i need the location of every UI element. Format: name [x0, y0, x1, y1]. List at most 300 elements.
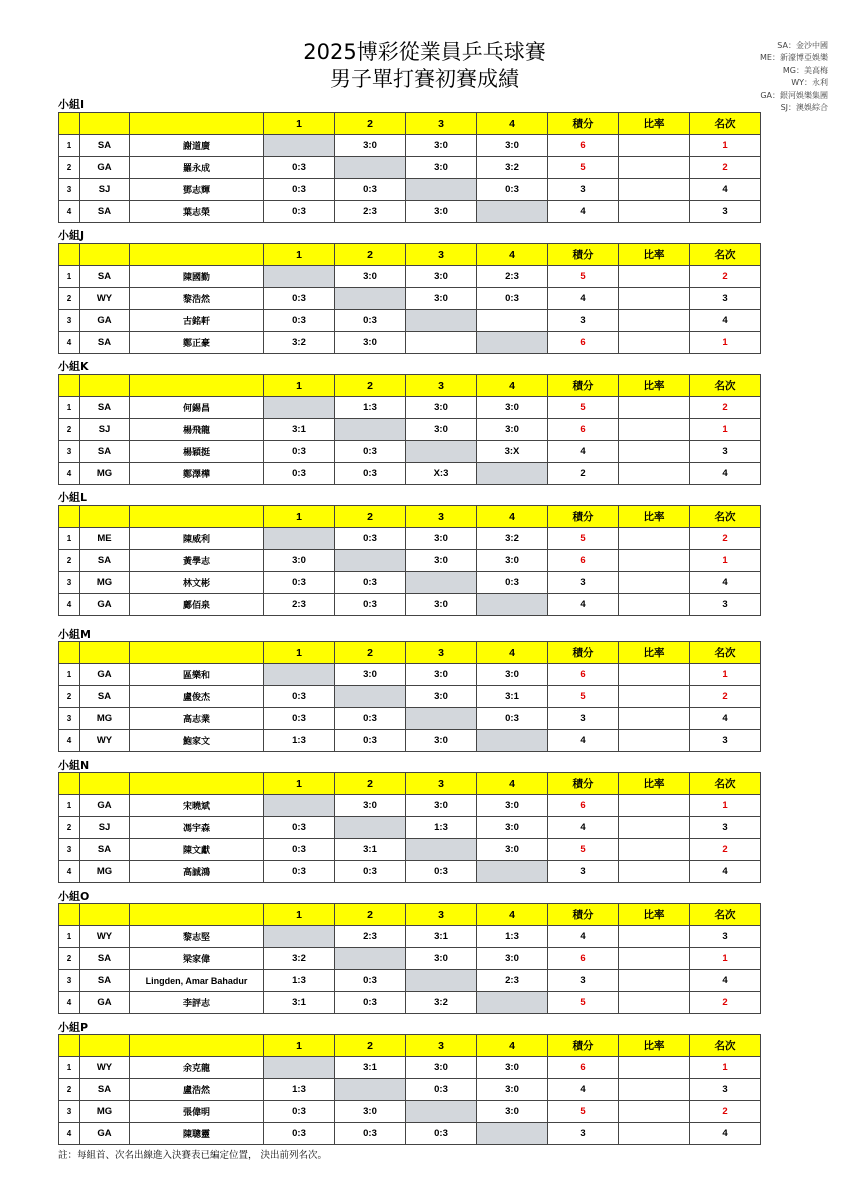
rank: 3	[690, 594, 761, 616]
ratio	[619, 1079, 690, 1101]
player-name: 李評志	[130, 992, 264, 1014]
rank: 3	[690, 1079, 761, 1101]
match-result: 3:0	[406, 419, 477, 441]
seed-number: 3	[59, 839, 80, 861]
points: 3	[548, 970, 619, 992]
header-blank-cell	[130, 113, 264, 135]
self-match-cell	[264, 795, 335, 817]
points: 4	[548, 441, 619, 463]
match-result: 3:0	[477, 664, 548, 686]
seed-number: 2	[59, 817, 80, 839]
header-cell: 比率	[619, 773, 690, 795]
seed-number: 2	[59, 948, 80, 970]
player-name: 宋曉斌	[130, 795, 264, 817]
self-match-cell	[335, 817, 406, 839]
match-result: 0:3	[406, 1079, 477, 1101]
self-match-cell	[406, 179, 477, 201]
match-result: 3:0	[264, 550, 335, 572]
points: 4	[548, 1079, 619, 1101]
player-name: 鮑家文	[130, 730, 264, 752]
header-blank-cell	[80, 1035, 130, 1057]
header-cell: 1	[264, 773, 335, 795]
ratio	[619, 201, 690, 223]
self-match-cell	[264, 528, 335, 550]
header-cell: 2	[335, 113, 406, 135]
seed-number: 2	[59, 686, 80, 708]
header-cell: 比率	[619, 244, 690, 266]
self-match-cell	[477, 992, 548, 1014]
points: 6	[548, 550, 619, 572]
header-cell: 名次	[690, 375, 761, 397]
header-cell: 積分	[548, 506, 619, 528]
team-code: MG	[80, 572, 130, 594]
team-code: SA	[80, 135, 130, 157]
player-name: 梁家偉	[130, 948, 264, 970]
points: 6	[548, 332, 619, 354]
match-result: 0:3	[477, 708, 548, 730]
match-result: 3:0	[477, 397, 548, 419]
legend-item: MG：美高梅	[782, 65, 828, 75]
header-row	[59, 244, 761, 266]
team-code: SA	[80, 839, 130, 861]
header-cell: 積分	[548, 642, 619, 664]
self-match-cell	[477, 730, 548, 752]
player-row	[59, 861, 761, 883]
rank: 4	[690, 179, 761, 201]
group-table	[58, 1034, 761, 1145]
ratio	[619, 157, 690, 179]
match-result: 3:2	[264, 948, 335, 970]
match-result: 2:3	[264, 594, 335, 616]
header-cell: 4	[477, 773, 548, 795]
legend-item: WY：永利	[791, 78, 828, 88]
seed-number: 1	[59, 795, 80, 817]
team-code: GA	[80, 795, 130, 817]
match-result: 0:3	[335, 310, 406, 332]
match-result: 0:3	[477, 179, 548, 201]
player-name: 陳國勤	[130, 266, 264, 288]
player-row	[59, 332, 761, 354]
seed-number: 4	[59, 861, 80, 883]
match-result: 0:3	[335, 463, 406, 485]
match-result: 0:3	[264, 157, 335, 179]
team-code: GA	[80, 157, 130, 179]
player-name: 張偉明	[130, 1101, 264, 1123]
ratio	[619, 926, 690, 948]
seed-number: 3	[59, 441, 80, 463]
header-blank-cell	[80, 113, 130, 135]
points: 3	[548, 861, 619, 883]
match-result: 0:3	[264, 572, 335, 594]
ratio	[619, 686, 690, 708]
self-match-cell	[264, 926, 335, 948]
rank: 3	[690, 441, 761, 463]
header-row	[59, 113, 761, 135]
match-result: 0:3	[335, 970, 406, 992]
ratio	[619, 664, 690, 686]
header-cell: 名次	[690, 904, 761, 926]
ratio	[619, 463, 690, 485]
legend-item: SJ：澳娛綜合	[780, 103, 828, 113]
player-row	[59, 419, 761, 441]
player-row	[59, 948, 761, 970]
player-row	[59, 310, 761, 332]
header-cell: 比率	[619, 904, 690, 926]
self-match-cell	[335, 288, 406, 310]
self-match-cell	[264, 135, 335, 157]
points: 4	[548, 730, 619, 752]
page-title: 2025博彩從業員乒乓球賽	[303, 40, 546, 64]
seed-number: 4	[59, 332, 80, 354]
self-match-cell	[335, 948, 406, 970]
ratio	[619, 441, 690, 463]
group-table	[58, 641, 761, 752]
player-name: 葉志榮	[130, 201, 264, 223]
header-cell: 4	[477, 506, 548, 528]
player-row	[59, 708, 761, 730]
rank: 4	[690, 970, 761, 992]
self-match-cell	[406, 1101, 477, 1123]
seed-number: 1	[59, 266, 80, 288]
header-cell: 比率	[619, 506, 690, 528]
points: 5	[548, 397, 619, 419]
header-cell: 比率	[619, 113, 690, 135]
ratio	[619, 135, 690, 157]
player-row	[59, 179, 761, 201]
group-label: 小組N	[58, 759, 90, 772]
match-result: 3:0	[335, 795, 406, 817]
header-cell: 名次	[690, 244, 761, 266]
header-cell: 2	[335, 642, 406, 664]
points: 5	[548, 839, 619, 861]
header-blank-cell	[80, 773, 130, 795]
player-row	[59, 1079, 761, 1101]
team-code: WY	[80, 288, 130, 310]
header-cell: 3	[406, 113, 477, 135]
group-label: 小組K	[58, 360, 89, 373]
match-result: 3:0	[406, 528, 477, 550]
player-name: 鄧志輝	[130, 179, 264, 201]
ratio	[619, 948, 690, 970]
team-code: GA	[80, 664, 130, 686]
match-result: 3:0	[406, 201, 477, 223]
header-cell: 積分	[548, 113, 619, 135]
team-code: SJ	[80, 419, 130, 441]
self-match-cell	[406, 970, 477, 992]
group-label: 小組M	[58, 628, 91, 641]
seed-number: 1	[59, 135, 80, 157]
header-blank-cell	[80, 375, 130, 397]
points: 2	[548, 463, 619, 485]
points: 5	[548, 686, 619, 708]
ratio	[619, 861, 690, 883]
match-result: 1:3	[264, 1079, 335, 1101]
header-cell: 3	[406, 904, 477, 926]
header-cell: 積分	[548, 244, 619, 266]
points: 5	[548, 266, 619, 288]
player-row	[59, 992, 761, 1014]
match-result: 3:0	[477, 1079, 548, 1101]
header-cell: 3	[406, 244, 477, 266]
header-cell: 1	[264, 506, 335, 528]
team-code: MG	[80, 1101, 130, 1123]
team-code: ME	[80, 528, 130, 550]
group-label: 小組J	[58, 229, 85, 242]
match-result: 3:0	[335, 664, 406, 686]
seed-number: 4	[59, 992, 80, 1014]
header-cell: 4	[477, 1035, 548, 1057]
match-result: 0:3	[264, 1123, 335, 1145]
header-cell: 4	[477, 244, 548, 266]
rank: 3	[690, 730, 761, 752]
header-cell: 3	[406, 642, 477, 664]
self-match-cell	[406, 839, 477, 861]
header-cell: 2	[335, 375, 406, 397]
match-result: 0:3	[335, 594, 406, 616]
seed-number: 3	[59, 179, 80, 201]
footnote: 註：每組首、次名出線進入決賽表已編定位置， 決出前列名次。	[58, 1150, 328, 1161]
points: 4	[548, 594, 619, 616]
match-result: 0:3	[335, 1123, 406, 1145]
match-result	[477, 310, 548, 332]
match-result: 0:3	[335, 572, 406, 594]
player-name: 陳聰靈	[130, 1123, 264, 1145]
rank: 4	[690, 310, 761, 332]
team-code: SA	[80, 332, 130, 354]
team-code: SA	[80, 441, 130, 463]
player-name: 高志業	[130, 708, 264, 730]
team-code: GA	[80, 594, 130, 616]
match-result: 3:0	[477, 795, 548, 817]
points: 6	[548, 795, 619, 817]
match-result: 0:3	[264, 463, 335, 485]
group-table	[58, 243, 761, 354]
match-result: 3:0	[335, 135, 406, 157]
rank: 2	[690, 157, 761, 179]
points: 3	[548, 310, 619, 332]
ratio	[619, 730, 690, 752]
ratio	[619, 419, 690, 441]
player-row	[59, 970, 761, 992]
ratio	[619, 332, 690, 354]
header-cell: 名次	[690, 113, 761, 135]
player-name: 盧俊杰	[130, 686, 264, 708]
player-row	[59, 1123, 761, 1145]
match-result: 0:3	[264, 441, 335, 463]
match-result: 3:1	[477, 686, 548, 708]
team-code: SA	[80, 970, 130, 992]
ratio	[619, 550, 690, 572]
self-match-cell	[477, 463, 548, 485]
header-cell: 4	[477, 375, 548, 397]
header-cell: 2	[335, 904, 406, 926]
rank: 1	[690, 550, 761, 572]
player-row	[59, 686, 761, 708]
match-result: 0:3	[264, 179, 335, 201]
header-blank-cell	[130, 904, 264, 926]
match-result: 3:0	[477, 550, 548, 572]
player-row	[59, 266, 761, 288]
match-result: 3:0	[406, 730, 477, 752]
seed-number: 1	[59, 397, 80, 419]
team-code: WY	[80, 730, 130, 752]
player-row	[59, 528, 761, 550]
match-result: 3:1	[335, 1057, 406, 1079]
ratio	[619, 795, 690, 817]
player-row	[59, 926, 761, 948]
header-cell: 積分	[548, 904, 619, 926]
match-result: 1:3	[406, 817, 477, 839]
header-cell: 3	[406, 375, 477, 397]
header-cell: 3	[406, 773, 477, 795]
rank: 3	[690, 288, 761, 310]
rank: 4	[690, 861, 761, 883]
points: 6	[548, 664, 619, 686]
match-result: 3:0	[406, 795, 477, 817]
player-row	[59, 1057, 761, 1079]
ratio	[619, 594, 690, 616]
seed-number: 3	[59, 970, 80, 992]
player-name: 羅永成	[130, 157, 264, 179]
self-match-cell	[264, 397, 335, 419]
match-result: 0:3	[477, 572, 548, 594]
header-blank-cell	[80, 904, 130, 926]
match-result: 2:3	[477, 970, 548, 992]
header-cell: 1	[264, 1035, 335, 1057]
header-cell: 1	[264, 904, 335, 926]
team-code: SA	[80, 266, 130, 288]
header-blank-cell	[59, 1035, 80, 1057]
team-code: SA	[80, 201, 130, 223]
match-result: 3:0	[406, 1057, 477, 1079]
header-cell: 1	[264, 113, 335, 135]
header-row	[59, 773, 761, 795]
player-name: 鄭正豪	[130, 332, 264, 354]
seed-number: 2	[59, 1079, 80, 1101]
rank: 2	[690, 397, 761, 419]
points: 3	[548, 1123, 619, 1145]
header-cell: 4	[477, 642, 548, 664]
player-name: 高誠鴻	[130, 861, 264, 883]
match-result: 0:3	[264, 817, 335, 839]
header-cell: 1	[264, 244, 335, 266]
group-table	[58, 505, 761, 616]
seed-number: 4	[59, 594, 80, 616]
header-blank-cell	[130, 244, 264, 266]
match-result: 2:3	[335, 926, 406, 948]
ratio	[619, 528, 690, 550]
seed-number: 1	[59, 926, 80, 948]
player-name: 何錫昌	[130, 397, 264, 419]
match-result: 0:3	[335, 730, 406, 752]
match-result: 3:1	[264, 419, 335, 441]
header-cell: 積分	[548, 773, 619, 795]
match-result: 3:X	[477, 441, 548, 463]
group-table	[58, 772, 761, 883]
match-result: 1:3	[477, 926, 548, 948]
player-name: 黎浩然	[130, 288, 264, 310]
player-name: 馮宇森	[130, 817, 264, 839]
points: 3	[548, 179, 619, 201]
ratio	[619, 970, 690, 992]
rank: 4	[690, 708, 761, 730]
group-table	[58, 374, 761, 485]
match-result: 0:3	[477, 288, 548, 310]
team-code: MG	[80, 708, 130, 730]
seed-number: 4	[59, 201, 80, 223]
seed-number: 1	[59, 528, 80, 550]
match-result: 3:0	[477, 948, 548, 970]
seed-number: 3	[59, 310, 80, 332]
player-row	[59, 572, 761, 594]
rank: 1	[690, 795, 761, 817]
ratio	[619, 288, 690, 310]
seed-number: 1	[59, 1057, 80, 1079]
match-result: 0:3	[264, 708, 335, 730]
self-match-cell	[477, 1123, 548, 1145]
match-result: 3:0	[406, 550, 477, 572]
player-row	[59, 135, 761, 157]
rank: 2	[690, 266, 761, 288]
seed-number: 3	[59, 1101, 80, 1123]
match-result: 3:2	[406, 992, 477, 1014]
team-code: GA	[80, 310, 130, 332]
player-row	[59, 730, 761, 752]
team-code: SJ	[80, 179, 130, 201]
self-match-cell	[335, 686, 406, 708]
match-result: 1:3	[264, 970, 335, 992]
team-code: SA	[80, 686, 130, 708]
match-result: 3:1	[406, 926, 477, 948]
header-cell: 2	[335, 506, 406, 528]
rank: 2	[690, 992, 761, 1014]
header-blank-cell	[130, 375, 264, 397]
group-label: 小組L	[58, 491, 88, 504]
player-row	[59, 795, 761, 817]
team-code: MG	[80, 463, 130, 485]
seed-number: 2	[59, 157, 80, 179]
player-row	[59, 441, 761, 463]
match-result: 3:0	[406, 664, 477, 686]
match-result: 3:1	[264, 992, 335, 1014]
points: 6	[548, 419, 619, 441]
team-code: SA	[80, 1079, 130, 1101]
seed-number: 4	[59, 463, 80, 485]
player-row	[59, 463, 761, 485]
match-result: 0:3	[264, 839, 335, 861]
rank: 1	[690, 332, 761, 354]
match-result: 0:3	[264, 288, 335, 310]
header-blank-cell	[130, 1035, 264, 1057]
player-name: 楊穎挺	[130, 441, 264, 463]
legend-item: SA：金沙中國	[777, 41, 828, 50]
team-code: SA	[80, 550, 130, 572]
match-result: 1:3	[264, 730, 335, 752]
ratio	[619, 1123, 690, 1145]
seed-number: 4	[59, 730, 80, 752]
ratio	[619, 266, 690, 288]
match-result: 3:0	[477, 135, 548, 157]
self-match-cell	[406, 310, 477, 332]
match-result: 3:2	[477, 157, 548, 179]
ratio	[619, 708, 690, 730]
ratio	[619, 817, 690, 839]
match-result: 0:3	[335, 528, 406, 550]
self-match-cell	[477, 201, 548, 223]
header-cell: 4	[477, 113, 548, 135]
self-match-cell	[335, 1079, 406, 1101]
header-blank-cell	[59, 773, 80, 795]
